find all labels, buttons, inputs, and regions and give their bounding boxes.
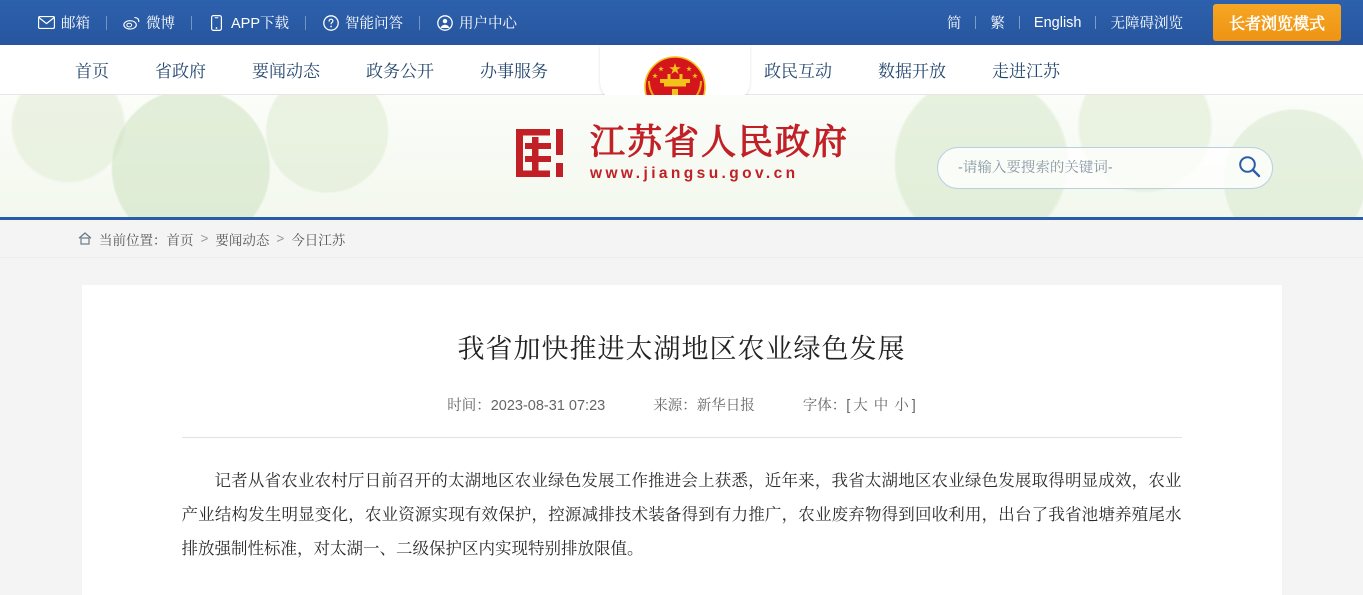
- nav-item-open-data[interactable]: 数据开放: [878, 62, 946, 81]
- user-icon: [436, 14, 453, 31]
- elder-mode-button[interactable]: 长者浏览模式: [1213, 4, 1341, 41]
- nav-item-services[interactable]: 办事服务: [480, 62, 548, 81]
- page-content-area: [0, 258, 1363, 595]
- nav-item-interaction[interactable]: 政民互动: [764, 62, 832, 81]
- breadcrumb-separator: >: [200, 231, 209, 246]
- nav-left-group: [0, 57, 571, 82]
- font-size-medium[interactable]: 中: [873, 398, 889, 414]
- site-logo[interactable]: [512, 123, 849, 183]
- nav-item-home[interactable]: 首页: [75, 62, 109, 81]
- logo-text-block: [590, 122, 850, 182]
- article-source: [653, 394, 755, 415]
- font-size-small[interactable]: 小: [894, 398, 909, 414]
- topbar-item-weibo[interactable]: [107, 12, 191, 33]
- topbar-item-smart-qa[interactable]: [306, 12, 419, 33]
- mail-icon: [38, 14, 55, 31]
- breadcrumb: [0, 220, 1363, 258]
- topbar-item-label: 微博: [146, 16, 175, 32]
- search-icon: [1238, 155, 1261, 181]
- search-button[interactable]: [1234, 153, 1264, 183]
- font-size-large[interactable]: 大: [853, 398, 868, 414]
- article-time-label: 时间：: [447, 398, 491, 414]
- topbar-item-user-center[interactable]: [420, 12, 533, 33]
- font-size-label: 字体：: [802, 398, 847, 414]
- font-size-control: [803, 394, 916, 415]
- search-input[interactable]: [958, 160, 1234, 176]
- article-meta: [106, 394, 1258, 415]
- nav-item-government-affairs[interactable]: 政务公开: [366, 62, 434, 81]
- article-paragraph: 记者从省农业农村厅日前召开的太湖地区农业绿色发展工作推进会上获悉，近年来，我省太湖地区农业绿色发展取得明显成效，农业产业结构发生明显变化，农业资源实现有效保护，控源减排技术装备得到有力推广，农业废弃物得到回收利用，出台了我省池塘养殖尾水排放强制性标准，对太湖一、二级保护区内实现特别排放限值。: [181, 471, 1182, 558]
- mobile-icon: [208, 14, 225, 31]
- article-title: 我省加快推进太湖地区农业绿色发展: [457, 334, 906, 364]
- article-source-value: 新华日报: [696, 398, 755, 414]
- article-time: [447, 394, 605, 415]
- nav-item-provincial-government[interactable]: 省政府: [155, 62, 206, 81]
- topbar-left-group: [22, 12, 533, 33]
- breadcrumb-item-news[interactable]: 要闻动态: [215, 232, 270, 248]
- site-title: 江苏省人民政府: [590, 122, 850, 162]
- font-size-bracket-open: [: [846, 398, 851, 414]
- lang-traditional[interactable]: 繁: [990, 16, 1005, 32]
- home-icon[interactable]: [78, 232, 92, 245]
- topbar-item-app-download[interactable]: [192, 12, 305, 33]
- top-utility-bar: [0, 0, 1363, 45]
- site-url: www.jiangsu.gov.cn: [590, 164, 799, 182]
- article-time-value: 2023-08-31 07:23: [490, 398, 606, 414]
- article-body: [182, 464, 1182, 565]
- nav-item-into-jiangsu[interactable]: 走进江苏: [992, 62, 1060, 81]
- topbar-right-group: [933, 4, 1341, 41]
- article-card: [82, 285, 1282, 595]
- breadcrumb-label: 当前位置：: [99, 232, 167, 248]
- jiangsu-seal-icon: [512, 123, 570, 183]
- lang-simplified[interactable]: 简: [946, 16, 962, 32]
- nav-right-group: [571, 57, 1083, 82]
- weibo-icon: [123, 14, 140, 31]
- lang-english[interactable]: English: [1033, 14, 1082, 31]
- breadcrumb-item-home[interactable]: 首页: [166, 232, 194, 248]
- question-icon: [322, 14, 339, 31]
- topbar-item-label: 邮箱: [61, 16, 90, 32]
- main-navigation: [0, 45, 1363, 95]
- search-box[interactable]: [937, 147, 1273, 189]
- topbar-item-label: APP下载: [231, 16, 290, 32]
- breadcrumb-item-today-jiangsu[interactable]: 今日江苏: [291, 232, 346, 248]
- accessibility-browse[interactable]: 无障碍浏览: [1110, 16, 1183, 32]
- article-source-label: 来源：: [653, 398, 697, 414]
- font-size-bracket-close: ]: [911, 398, 916, 414]
- topbar-item-label: 用户中心: [459, 16, 518, 32]
- divider: [182, 437, 1182, 438]
- breadcrumb-separator: >: [276, 231, 285, 246]
- nav-item-news[interactable]: 要闻动态: [252, 62, 320, 81]
- site-banner: [0, 95, 1363, 220]
- topbar-item-mail[interactable]: [22, 12, 106, 33]
- topbar-item-label: 智能问答: [345, 16, 404, 32]
